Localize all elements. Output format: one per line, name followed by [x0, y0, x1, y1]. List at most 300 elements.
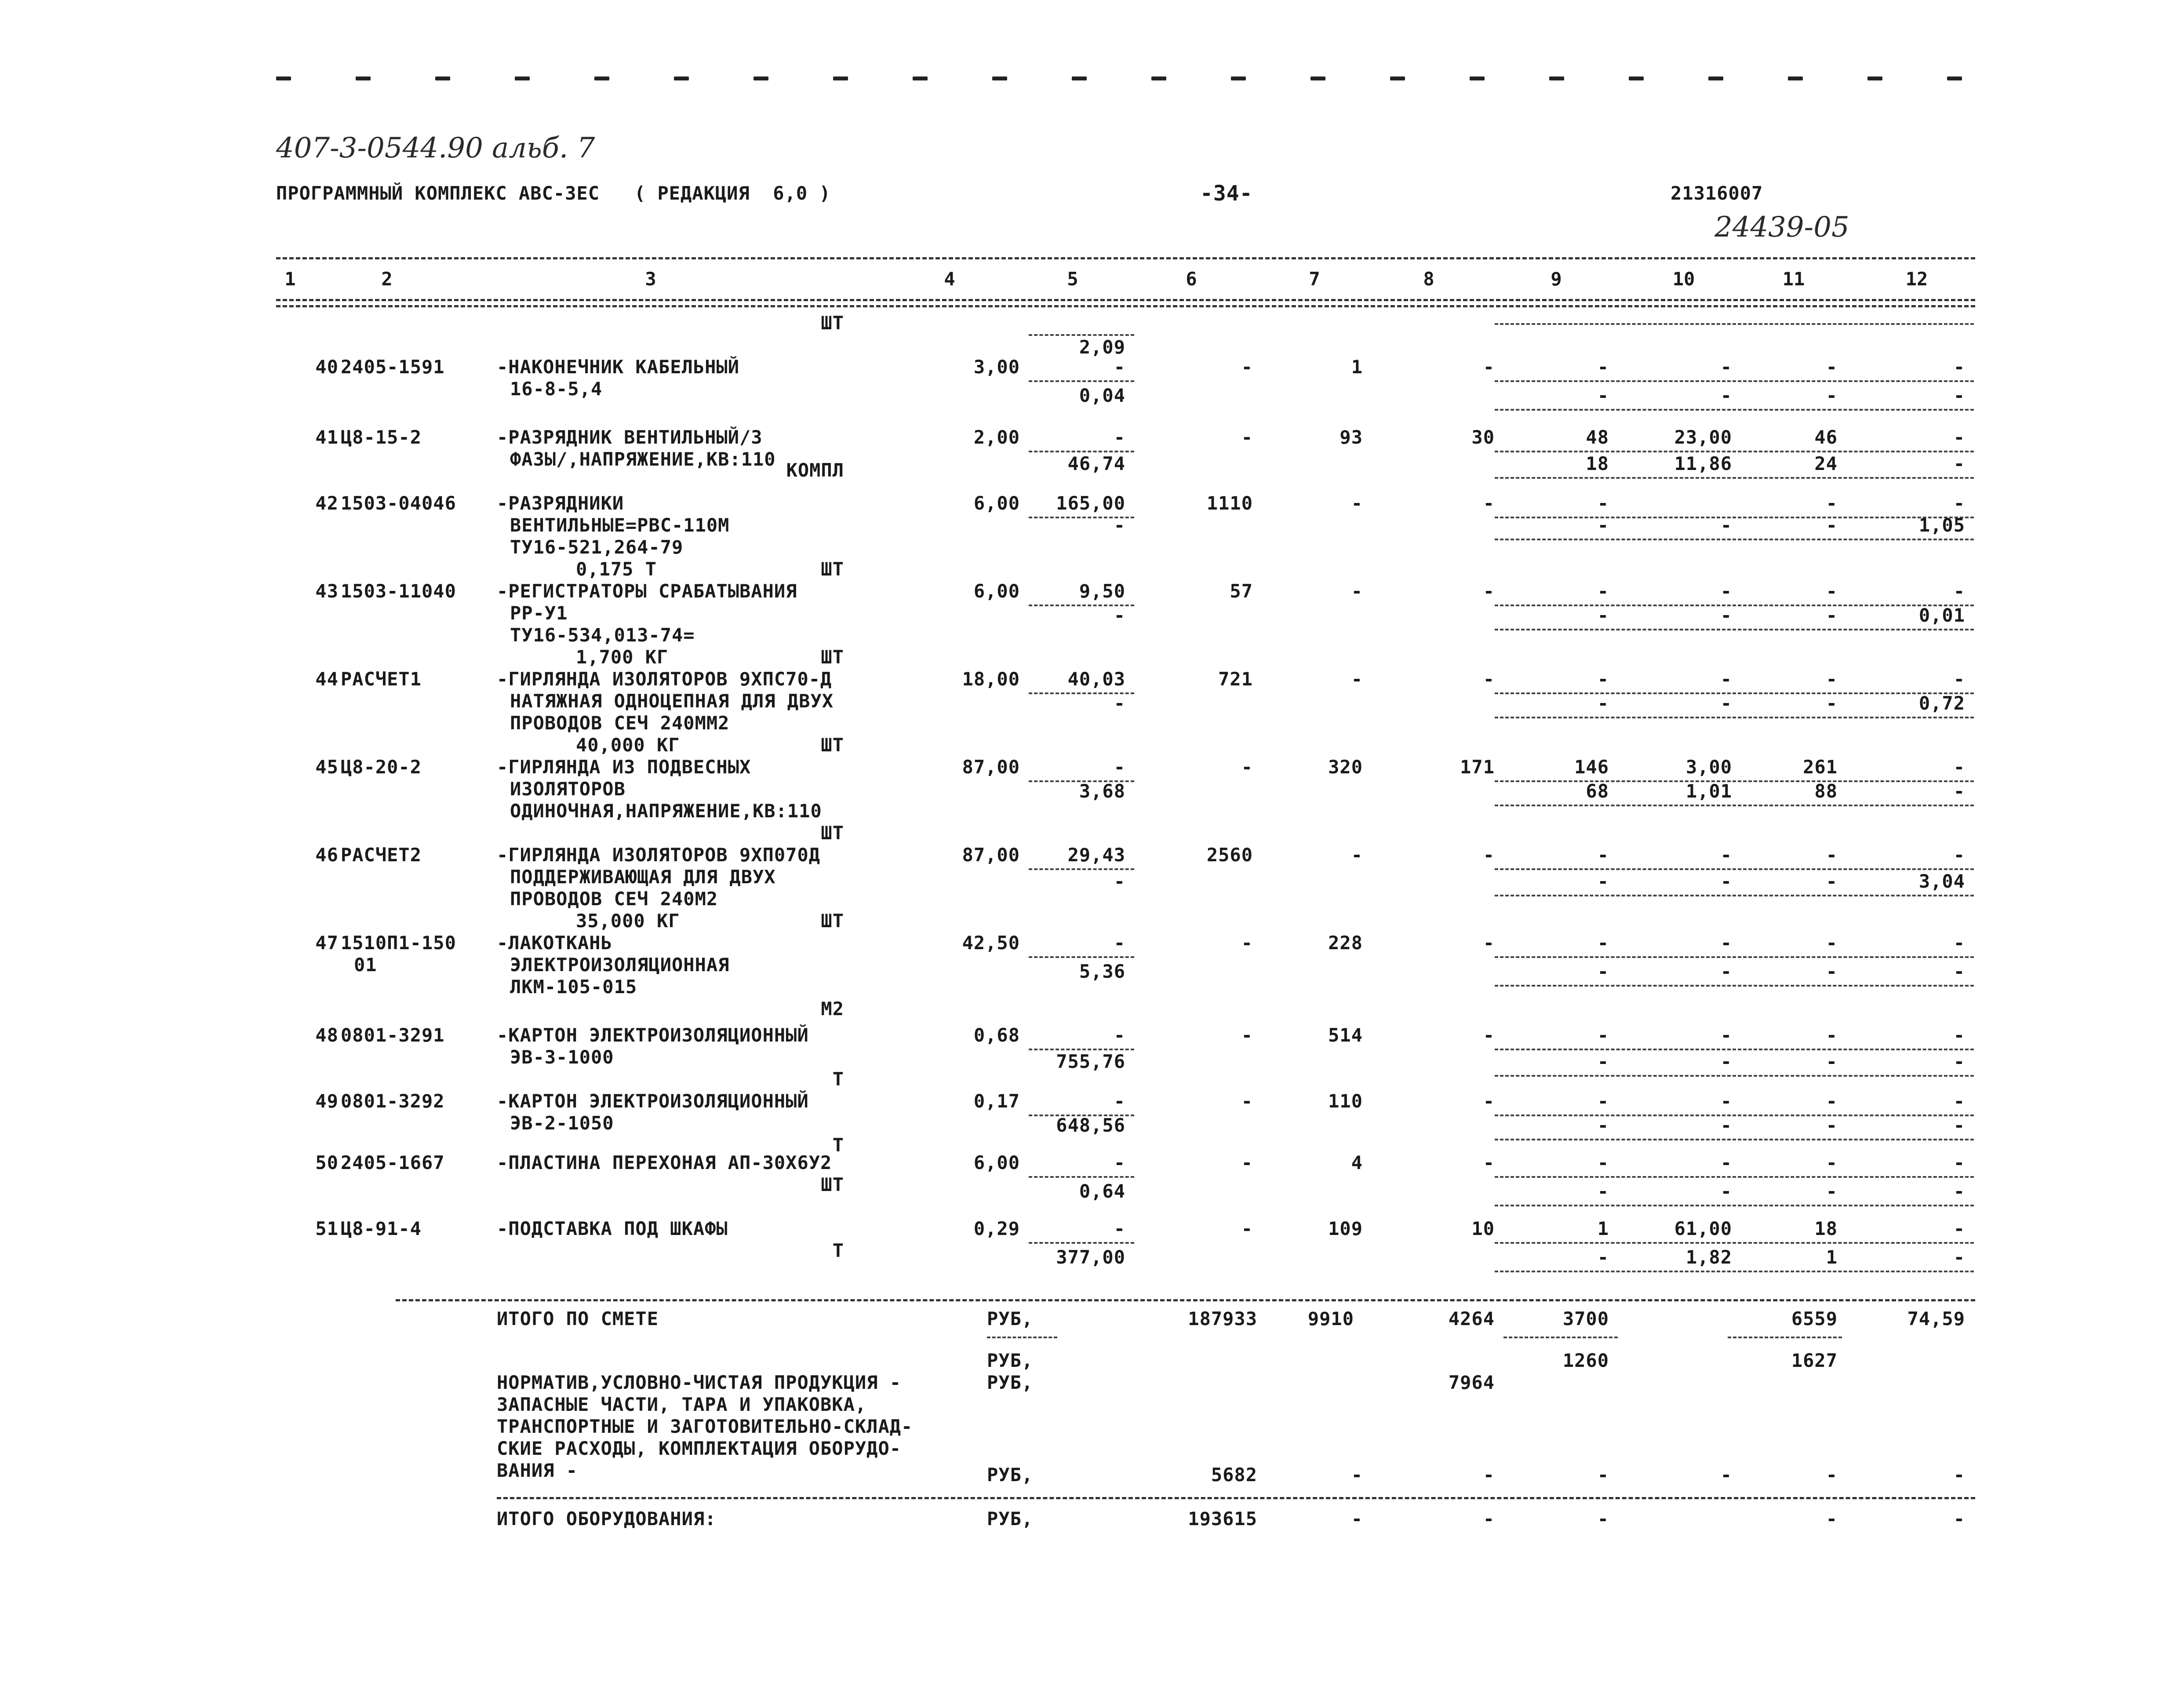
row-subvalue-v12: 0,01 — [1918, 605, 1965, 626]
border-dash — [1708, 76, 1723, 80]
row-name-line: ЛКМ-105-015 — [510, 976, 637, 998]
row-value-v9: 1 — [1597, 1218, 1609, 1239]
row-value-v12: - — [1953, 426, 1965, 448]
row-value-v11: 46 — [1814, 426, 1838, 448]
row-name-line: -ГИРЛЯНДА ИЗ ПОДВЕСНЫХ — [497, 756, 751, 778]
row-subvalue-v9: - — [1597, 605, 1609, 626]
row-value-v12: - — [1953, 756, 1965, 778]
row-subvalue-v10: - — [1720, 605, 1732, 626]
value-rule — [1029, 451, 1134, 452]
value-rule — [1029, 868, 1134, 870]
row-subvalue-v12: 1,05 — [1918, 514, 1965, 536]
row-number: 48 — [315, 1024, 339, 1046]
row-value-v10: 23,00 — [1674, 426, 1732, 448]
border-dash — [1310, 76, 1325, 80]
row-subvalue-v10: 1,82 — [1685, 1246, 1732, 1268]
document-code: 21316007 — [1671, 182, 1763, 204]
row-name-line: 40,000 КГ — [576, 734, 680, 756]
row-code-suffix: 01 — [354, 954, 377, 976]
row-number: 46 — [315, 844, 339, 866]
column-header: 7 — [1309, 268, 1320, 290]
border-dash — [992, 76, 1007, 80]
empty-dash: - — [1597, 1464, 1609, 1486]
row-name-line: ФАЗЫ/,НАПРЯЖЕНИЕ,КВ:110 — [510, 448, 776, 470]
border-dash — [913, 76, 928, 80]
row-value-v6: - — [1241, 1024, 1253, 1046]
column-header: 9 — [1551, 268, 1562, 290]
row-name-line: ТУ16-534,013-74= — [510, 624, 695, 646]
row-subvalue-5: 755,76 — [1056, 1051, 1125, 1072]
smeta-total-c7: 9910 — [1307, 1308, 1354, 1329]
row-value-v7: 320 — [1328, 756, 1363, 778]
empty-dash: - — [1597, 1508, 1609, 1530]
equip-total-unit: РУБ, — [987, 1508, 1034, 1530]
row-value-v12: - — [1953, 932, 1965, 954]
row-value-v11: - — [1826, 932, 1838, 954]
row-value-v11: - — [1826, 844, 1838, 866]
row-value-v8: - — [1483, 1152, 1495, 1173]
border-dash — [753, 76, 768, 80]
row-subvalue-v12: - — [1953, 385, 1965, 406]
row-value-v12: - — [1953, 668, 1965, 690]
value-rule — [1495, 1176, 1974, 1178]
row-value-v5: - — [1114, 932, 1125, 954]
equip-unit: РУБ, — [987, 1464, 1034, 1486]
row-value-qty: 0,17 — [973, 1090, 1020, 1112]
row-subvalue-v11: 1 — [1826, 1246, 1838, 1268]
row-unit: ШТ — [821, 312, 844, 334]
row-number: 43 — [315, 580, 339, 602]
row-code: Ц8-20-2 — [341, 756, 422, 778]
row-number: 41 — [315, 426, 339, 448]
value-rule — [1495, 956, 1974, 958]
value-rule — [1029, 956, 1134, 958]
row-value-v5: - — [1114, 1152, 1125, 1173]
row-value-v12: - — [1953, 1024, 1965, 1046]
row-value-v12: - — [1953, 1090, 1965, 1112]
row-value-v5: 29,43 — [1067, 844, 1125, 866]
row-unit: Т — [832, 1068, 844, 1090]
row-value-v7: 514 — [1328, 1024, 1363, 1046]
row-subvalue-v9: - — [1597, 1246, 1609, 1268]
row-name-line: -РЕГИСТРАТОРЫ СРАБАТЫВАНИЯ — [497, 580, 797, 602]
row-name-line: ПОДДЕРЖИВАЮЩАЯ ДЛЯ ДВУХ — [510, 866, 776, 888]
row-subvalue-v12: - — [1953, 780, 1965, 802]
row-subvalue-5: 3,68 — [1079, 780, 1125, 802]
row-value-v10: 3,00 — [1685, 756, 1732, 778]
border-dash — [674, 76, 689, 80]
row-value-v6: - — [1241, 932, 1253, 954]
row-subvalue-v11: - — [1826, 871, 1838, 892]
value-rule — [1495, 323, 1974, 325]
row-value-qty: 87,00 — [962, 756, 1020, 778]
row-value-v8: - — [1483, 932, 1495, 954]
row-subvalue-v12: - — [1953, 453, 1965, 474]
row-subvalue-5: 46,74 — [1067, 453, 1125, 474]
table-top-rule — [276, 257, 1975, 259]
border-dash — [1549, 76, 1564, 80]
handwritten-sheet-code: 24439-05 — [1714, 211, 1849, 244]
row-number: 51 — [315, 1218, 339, 1239]
row-value-v5: 9,50 — [1079, 580, 1125, 602]
row-value-v9: - — [1597, 580, 1609, 602]
row-value-v7: 1 — [1351, 356, 1363, 378]
row-value-v5: 165,00 — [1056, 492, 1125, 514]
row-value-qty: 0,29 — [973, 1218, 1020, 1239]
row-value-v8: - — [1483, 492, 1495, 514]
column-header: 5 — [1067, 268, 1078, 290]
norm-unit-2: РУБ, — [987, 1372, 1034, 1393]
page-number: -34- — [1200, 181, 1253, 206]
row-value-v8: 30 — [1471, 426, 1495, 448]
column-header: 3 — [645, 268, 656, 290]
smeta-total-c9: 3700 — [1562, 1308, 1609, 1329]
row-subvalue-v10: - — [1720, 961, 1732, 982]
row-code: 2405-1667 — [341, 1152, 445, 1173]
row-unit: ШТ — [821, 734, 844, 756]
row-value-qty: 3,00 — [973, 356, 1020, 378]
row-value-qty: 6,00 — [973, 580, 1020, 602]
empty-dash: - — [1826, 1464, 1838, 1486]
row-subvalue-v11: 88 — [1814, 780, 1838, 802]
border-dash — [1788, 76, 1803, 80]
row-value-v10: - — [1720, 1152, 1732, 1173]
row-value-v6: 721 — [1218, 668, 1253, 690]
row-subvalue-v12: - — [1953, 1115, 1965, 1136]
row-unit: КОМПЛ — [786, 459, 844, 481]
row-code: 1503-11040 — [341, 580, 456, 602]
row-name-line: -ПОДСТАВКА ПОД ШКАФЫ — [497, 1218, 728, 1239]
row-unit: ШТ — [821, 558, 844, 580]
row-value-v10: - — [1720, 580, 1732, 602]
row-subvalue-v10: - — [1720, 385, 1732, 406]
row-number: 44 — [315, 668, 339, 690]
row-subvalue-v11: - — [1826, 1180, 1838, 1202]
smeta-total-c8: 4264 — [1448, 1308, 1495, 1329]
row-code: РАСЧЕТ2 — [341, 844, 422, 866]
row-subvalue-v12: - — [1953, 1051, 1965, 1072]
row-subvalue-v9: - — [1597, 1180, 1609, 1202]
row-value-v10: - — [1720, 1090, 1732, 1112]
row-value-v11: - — [1826, 668, 1838, 690]
row-value-v8: - — [1483, 668, 1495, 690]
row-subvalue-5: 648,56 — [1056, 1115, 1125, 1136]
row-value-v12: - — [1953, 356, 1965, 378]
row-value-v9: 48 — [1586, 426, 1609, 448]
row-name-line: -НАКОНЕЧНИК КАБЕЛЬНЫЙ — [497, 356, 740, 378]
row-subvalue-v12: - — [1953, 961, 1965, 982]
border-dash — [1867, 76, 1882, 80]
normative-line: ТРАНСПОРТНЫЕ И ЗАГОТОВИТЕЛЬНО-СКЛАД- — [497, 1416, 913, 1437]
row-value-5: 2,09 — [1079, 336, 1125, 358]
row-code: Ц8-91-4 — [341, 1218, 422, 1239]
row-number: 50 — [315, 1152, 339, 1173]
unit-underline — [987, 1337, 1057, 1338]
value-rule — [1495, 409, 1974, 411]
row-subvalue-v10: - — [1720, 1115, 1732, 1136]
row-value-v11: - — [1826, 356, 1838, 378]
row-value-v6: 2560 — [1206, 844, 1253, 866]
normative-line: НОРМАТИВ,УСЛОВНО-ЧИСТАЯ ПРОДУКЦИЯ - — [497, 1372, 902, 1393]
column-header: 12 — [1905, 268, 1928, 290]
row-value-v8: - — [1483, 844, 1495, 866]
value-rule — [1495, 1242, 1974, 1244]
column-header: 6 — [1186, 268, 1197, 290]
row-number: 40 — [315, 356, 339, 378]
row-number: 42 — [315, 492, 339, 514]
row-value-v9: - — [1597, 1024, 1609, 1046]
border-dash — [1629, 76, 1644, 80]
row-name-line: ЭВ-2-1050 — [510, 1112, 614, 1134]
border-dash — [1470, 76, 1485, 80]
row-value-v11: - — [1826, 1152, 1838, 1173]
value-rule — [1029, 1049, 1134, 1050]
row-name-line: -КАРТОН ЭЛЕКТРОИЗОЛЯЦИОННЫЙ — [497, 1090, 809, 1112]
value-rule — [1029, 380, 1134, 382]
row-subvalue-v11: - — [1826, 385, 1838, 406]
row-subvalue-5: - — [1114, 605, 1125, 626]
row-subvalue-5: 0,64 — [1079, 1180, 1125, 1202]
table-header-rule — [276, 299, 1975, 301]
row-value-v9: - — [1597, 492, 1609, 514]
value-rule — [1495, 717, 1974, 718]
border-dash — [1151, 76, 1166, 80]
row-value-qty: 6,00 — [973, 1152, 1020, 1173]
empty-dash: - — [1483, 1508, 1495, 1530]
program-title: ПРОГРАММНЫЙ КОМПЛЕКС АВС-3ЕС ( РЕДАКЦИЯ 6,0 ) — [276, 182, 831, 204]
row-value-v7: - — [1351, 668, 1363, 690]
smeta-sub-c9: 1260 — [1562, 1350, 1609, 1371]
row-value-v10: - — [1720, 932, 1732, 954]
row-value-v6: - — [1241, 1090, 1253, 1112]
row-value-v5: - — [1114, 1218, 1125, 1239]
row-name-line: ЭВ-3-1000 — [510, 1046, 614, 1068]
row-name-line: 35,000 КГ — [576, 910, 680, 932]
row-name-line: ИЗОЛЯТОРОВ — [510, 778, 626, 800]
border-dash — [1072, 76, 1087, 80]
row-code: 1510П1-150 — [341, 932, 456, 954]
row-unit: ШТ — [821, 822, 844, 844]
row-name-line: 1,700 КГ — [576, 646, 669, 668]
norm-value: 7964 — [1448, 1372, 1495, 1393]
row-name-line: ЭЛЕКТРОИЗОЛЯЦИОННАЯ — [510, 954, 730, 976]
equip-value: 5682 — [1211, 1464, 1257, 1486]
row-value-v11: - — [1826, 580, 1838, 602]
value-rule — [1029, 1176, 1134, 1178]
equip-total-label: ИТОГО ОБОРУДОВАНИЯ: — [497, 1508, 717, 1530]
row-value-qty: 87,00 — [962, 844, 1020, 866]
row-value-v7: 109 — [1328, 1218, 1363, 1239]
value-rule — [1495, 1205, 1974, 1206]
row-value-v9: 146 — [1574, 756, 1609, 778]
row-value-v5: - — [1114, 426, 1125, 448]
empty-dash: - — [1720, 1464, 1732, 1486]
row-number: 49 — [315, 1090, 339, 1112]
border-dash — [356, 76, 371, 80]
c9-underline — [1503, 1337, 1618, 1338]
row-value-v11: - — [1826, 492, 1838, 514]
empty-dash: - — [1351, 1464, 1363, 1486]
row-unit: ШТ — [821, 646, 844, 668]
row-subvalue-v10: - — [1720, 1180, 1732, 1202]
empty-dash: - — [1953, 1508, 1965, 1530]
row-unit: ШТ — [821, 910, 844, 932]
row-name-line: ОДИНОЧНАЯ,НАПРЯЖЕНИЕ,КВ:110 — [510, 800, 822, 822]
row-value-v11: - — [1826, 1090, 1838, 1112]
row-number: 45 — [315, 756, 339, 778]
row-unit: М2 — [821, 998, 844, 1020]
row-value-v10: - — [1720, 668, 1732, 690]
row-value-qty: 42,50 — [962, 932, 1020, 954]
column-header: 10 — [1672, 268, 1695, 290]
smeta-total-c6: 187933 — [1188, 1308, 1257, 1329]
value-rule — [1495, 1075, 1974, 1077]
column-header: 4 — [944, 268, 955, 290]
norm-unit: РУБ, — [987, 1350, 1034, 1371]
row-subvalue-v11: - — [1826, 1051, 1838, 1072]
row-value-v8: - — [1483, 580, 1495, 602]
row-subvalue-v10: - — [1720, 871, 1732, 892]
row-number: 47 — [315, 932, 339, 954]
row-value-v10: - — [1720, 356, 1732, 378]
row-subvalue-v12: - — [1953, 1246, 1965, 1268]
row-value-v9: - — [1597, 932, 1609, 954]
row-value-v5: - — [1114, 1090, 1125, 1112]
table-header-rule-double — [276, 305, 1975, 307]
row-name-line: -РАЗРЯДНИКИ — [497, 492, 624, 514]
column-header: 2 — [381, 268, 393, 290]
row-name-line: -КАРТОН ЭЛЕКТРОИЗОЛЯЦИОННЫЙ — [497, 1024, 809, 1046]
value-rule — [1495, 1139, 1974, 1140]
smeta-total-c12: 74,59 — [1907, 1308, 1965, 1329]
row-value-v7: 4 — [1351, 1152, 1363, 1173]
row-subvalue-v11: - — [1826, 1115, 1838, 1136]
row-name-line: ПРОВОДОВ СЕЧ 240М2 — [510, 888, 718, 910]
value-rule — [1495, 985, 1974, 987]
row-value-v6: - — [1241, 1218, 1253, 1239]
row-value-v12: - — [1953, 492, 1965, 514]
normative-line: ЗАПАСНЫЕ ЧАСТИ, ТАРА И УПАКОВКА, — [497, 1394, 867, 1415]
row-code: 2405-1591 — [341, 356, 445, 378]
row-subvalue-v10: 11,86 — [1674, 453, 1732, 474]
row-value-v5: 40,03 — [1067, 668, 1125, 690]
value-rule — [1495, 1271, 1974, 1272]
equip-rule — [497, 1497, 1975, 1499]
row-value-v6: - — [1241, 426, 1253, 448]
row-value-v12: - — [1953, 580, 1965, 602]
c11-underline — [1728, 1337, 1842, 1338]
value-rule — [1495, 629, 1974, 630]
row-value-v5: - — [1114, 756, 1125, 778]
row-value-v6: - — [1241, 1152, 1253, 1173]
row-subvalue-v12: 0,72 — [1918, 692, 1965, 714]
row-value-v12: - — [1953, 844, 1965, 866]
row-value-v10: - — [1720, 1024, 1732, 1046]
value-rule — [1495, 868, 1974, 870]
row-value-v5: - — [1114, 356, 1125, 378]
row-unit: ШТ — [821, 1174, 844, 1195]
smeta-total-unit: РУБ, — [987, 1308, 1034, 1329]
row-value-v8: - — [1483, 1024, 1495, 1046]
empty-dash: - — [1483, 1464, 1495, 1486]
row-subvalue-v10: 1,01 — [1685, 780, 1732, 802]
border-dash — [833, 76, 848, 80]
column-header: 11 — [1782, 268, 1805, 290]
row-subvalue-v9: - — [1597, 514, 1609, 536]
value-rule — [1495, 451, 1974, 452]
row-subvalue-v9: 68 — [1586, 780, 1609, 802]
border-dash — [515, 76, 530, 80]
empty-dash: - — [1351, 1508, 1363, 1530]
row-name-line: -ГИРЛЯНДА ИЗОЛЯТОРОВ 9ХП070Д — [497, 844, 821, 866]
row-value-qty: 2,00 — [973, 426, 1020, 448]
row-value-v6: - — [1241, 756, 1253, 778]
value-rule — [1495, 1049, 1974, 1050]
row-name-line: 0,175 Т — [576, 558, 657, 580]
row-value-v11: 18 — [1814, 1218, 1838, 1239]
row-name-line: НАТЯЖНАЯ ОДНОЦЕПНАЯ ДЛЯ ДВУХ — [510, 690, 834, 712]
row-value-v9: - — [1597, 356, 1609, 378]
column-header: 1 — [284, 268, 296, 290]
row-value-v12: - — [1953, 1152, 1965, 1173]
handwritten-doc-code: 407-3-0544.90 альб. 7 — [276, 132, 595, 164]
row-value-qty: 18,00 — [962, 668, 1020, 690]
smeta-total-c11: 6559 — [1791, 1308, 1838, 1329]
row-value-v11: - — [1826, 1024, 1838, 1046]
border-dash — [276, 76, 291, 80]
empty-dash: - — [1826, 1508, 1838, 1530]
row-subvalue-v10: - — [1720, 514, 1732, 536]
row-name-line: ВЕНТИЛЬНЫЕ=РВС-110М — [510, 514, 730, 536]
row-subvalue-v9: - — [1597, 385, 1609, 406]
row-value-v8: - — [1483, 1090, 1495, 1112]
row-subvalue-v10: - — [1720, 1051, 1732, 1072]
value-rule — [1029, 334, 1134, 336]
row-subvalue-5: 0,04 — [1079, 385, 1125, 406]
row-value-v9: - — [1597, 1152, 1609, 1173]
row-unit: Т — [832, 1134, 844, 1156]
row-subvalue-v11: - — [1826, 692, 1838, 714]
row-subvalue-5: - — [1114, 871, 1125, 892]
row-value-v7: - — [1351, 492, 1363, 514]
row-subvalue-v11: - — [1826, 961, 1838, 982]
row-subvalue-v9: - — [1597, 692, 1609, 714]
row-subvalue-5: - — [1114, 514, 1125, 536]
smeta-sub-c11: 1627 — [1791, 1350, 1838, 1371]
row-code: 1503-04046 — [341, 492, 456, 514]
border-dash — [594, 76, 609, 80]
row-subvalue-v12: - — [1953, 1180, 1965, 1202]
row-value-v8: 10 — [1471, 1218, 1495, 1239]
value-rule — [1495, 895, 1974, 896]
row-value-v7: - — [1351, 844, 1363, 866]
row-value-v10: - — [1720, 844, 1732, 866]
border-dash — [435, 76, 450, 80]
row-subvalue-v10: - — [1720, 692, 1732, 714]
row-name-line: 16-8-5,4 — [510, 378, 603, 400]
row-value-v8: - — [1483, 356, 1495, 378]
row-value-v5: - — [1114, 1024, 1125, 1046]
row-code: РАСЧЕТ1 — [341, 668, 422, 690]
smeta-total-label: ИТОГО ПО СМЕТЕ — [497, 1308, 659, 1329]
row-value-v7: 228 — [1328, 932, 1363, 954]
row-name-line: -ПЛАСТИНА ПЕРЕХОНАЯ АП-30Х6У2 — [497, 1152, 832, 1173]
row-unit: Т — [832, 1240, 844, 1261]
row-value-v8: 171 — [1460, 756, 1495, 778]
row-name-line: ПРОВОДОВ СЕЧ 240ММ2 — [510, 712, 730, 734]
row-subvalue-v9: - — [1597, 1115, 1609, 1136]
border-dash — [1390, 76, 1405, 80]
